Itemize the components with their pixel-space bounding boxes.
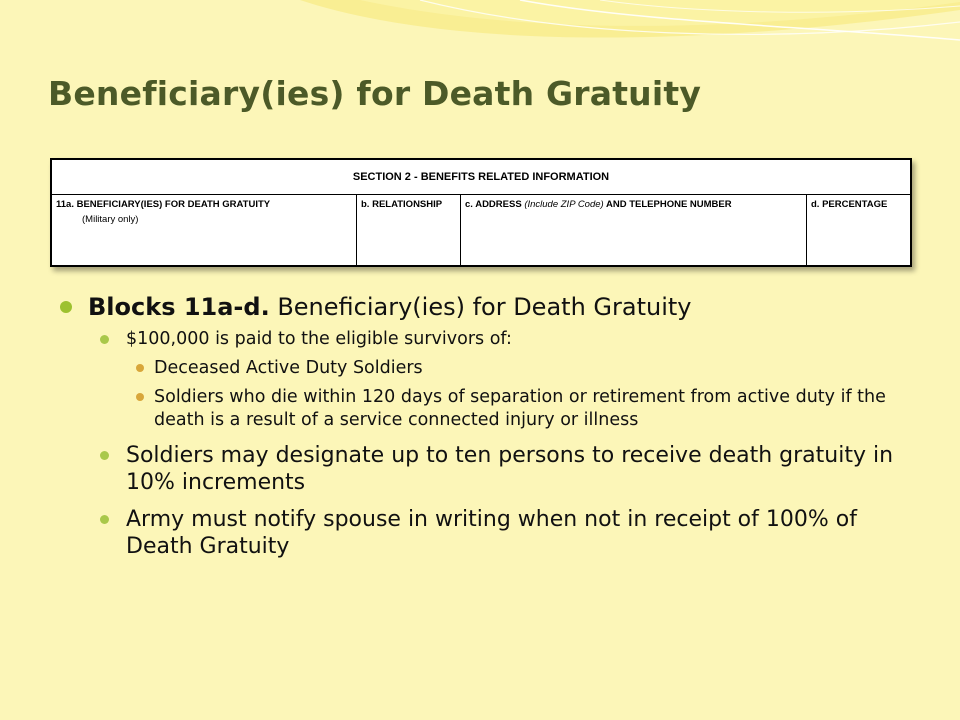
zip-code-note: (Include ZIP Code) — [524, 199, 604, 210]
decorative-swoosh — [0, 0, 960, 80]
bullet-dot-icon — [136, 393, 144, 401]
main-bullet-text: Beneficiary(ies) for Death Gratuity — [269, 293, 692, 321]
percentage-label: d. PERCENTAGE — [811, 199, 888, 210]
sub-sub-bullet-text: Soldiers who die within 120 days of separation or retirement from active duty if the death is a result of a service connected injury or illness — [154, 387, 886, 430]
sub-bullet-text: $100,000 is paid to the eligible survivors of: — [126, 329, 512, 349]
sub-bullet-designate — [100, 442, 900, 496]
sub-bullet-text: Army must notify spouse in writing when not in receipt of 100% of Death Gratuity — [126, 507, 857, 559]
bullet-dot-icon — [100, 515, 109, 524]
main-bullet-bold: Blocks 11a-d. — [88, 293, 270, 321]
beneficiary-label: 11a. BENEFICIARY(IES) FOR DEATH GRATUITY — [56, 199, 271, 210]
form-section-image — [50, 158, 912, 267]
main-bullet — [60, 290, 900, 324]
bullet-dot-icon — [100, 451, 109, 460]
address-label: c. ADDRESS — [465, 199, 522, 210]
sub-bullet-text: Soldiers may designate up to ten persons to receive death gratuity in 10% increments — [126, 443, 894, 495]
sub-bullet-payment — [100, 328, 900, 351]
page-title: Beneficiary(ies) for Death Gratuity — [48, 74, 702, 113]
form-col-percentage — [807, 195, 910, 265]
sub-sub-bullet-text: Deceased Active Duty Soldiers — [154, 358, 423, 378]
sub-bullet-notify — [100, 506, 900, 560]
bullet-list — [60, 290, 900, 560]
sub-sub-bullet — [144, 357, 900, 380]
military-only-note: (Military only) — [82, 214, 139, 225]
sub-sub-bullet — [144, 386, 900, 432]
bullet-dot-icon — [60, 301, 72, 313]
form-section-header: SECTION 2 - BENEFITS RELATED INFORMATION — [52, 160, 910, 195]
form-col-beneficiary — [52, 195, 357, 265]
form-field-row — [52, 195, 910, 265]
form-col-relationship — [357, 195, 461, 265]
form-col-address — [461, 195, 807, 265]
bullet-dot-icon — [136, 364, 144, 372]
bullet-dot-icon — [100, 335, 109, 344]
telephone-label: AND TELEPHONE NUMBER — [606, 199, 732, 210]
relationship-label: b. RELATIONSHIP — [361, 199, 443, 210]
